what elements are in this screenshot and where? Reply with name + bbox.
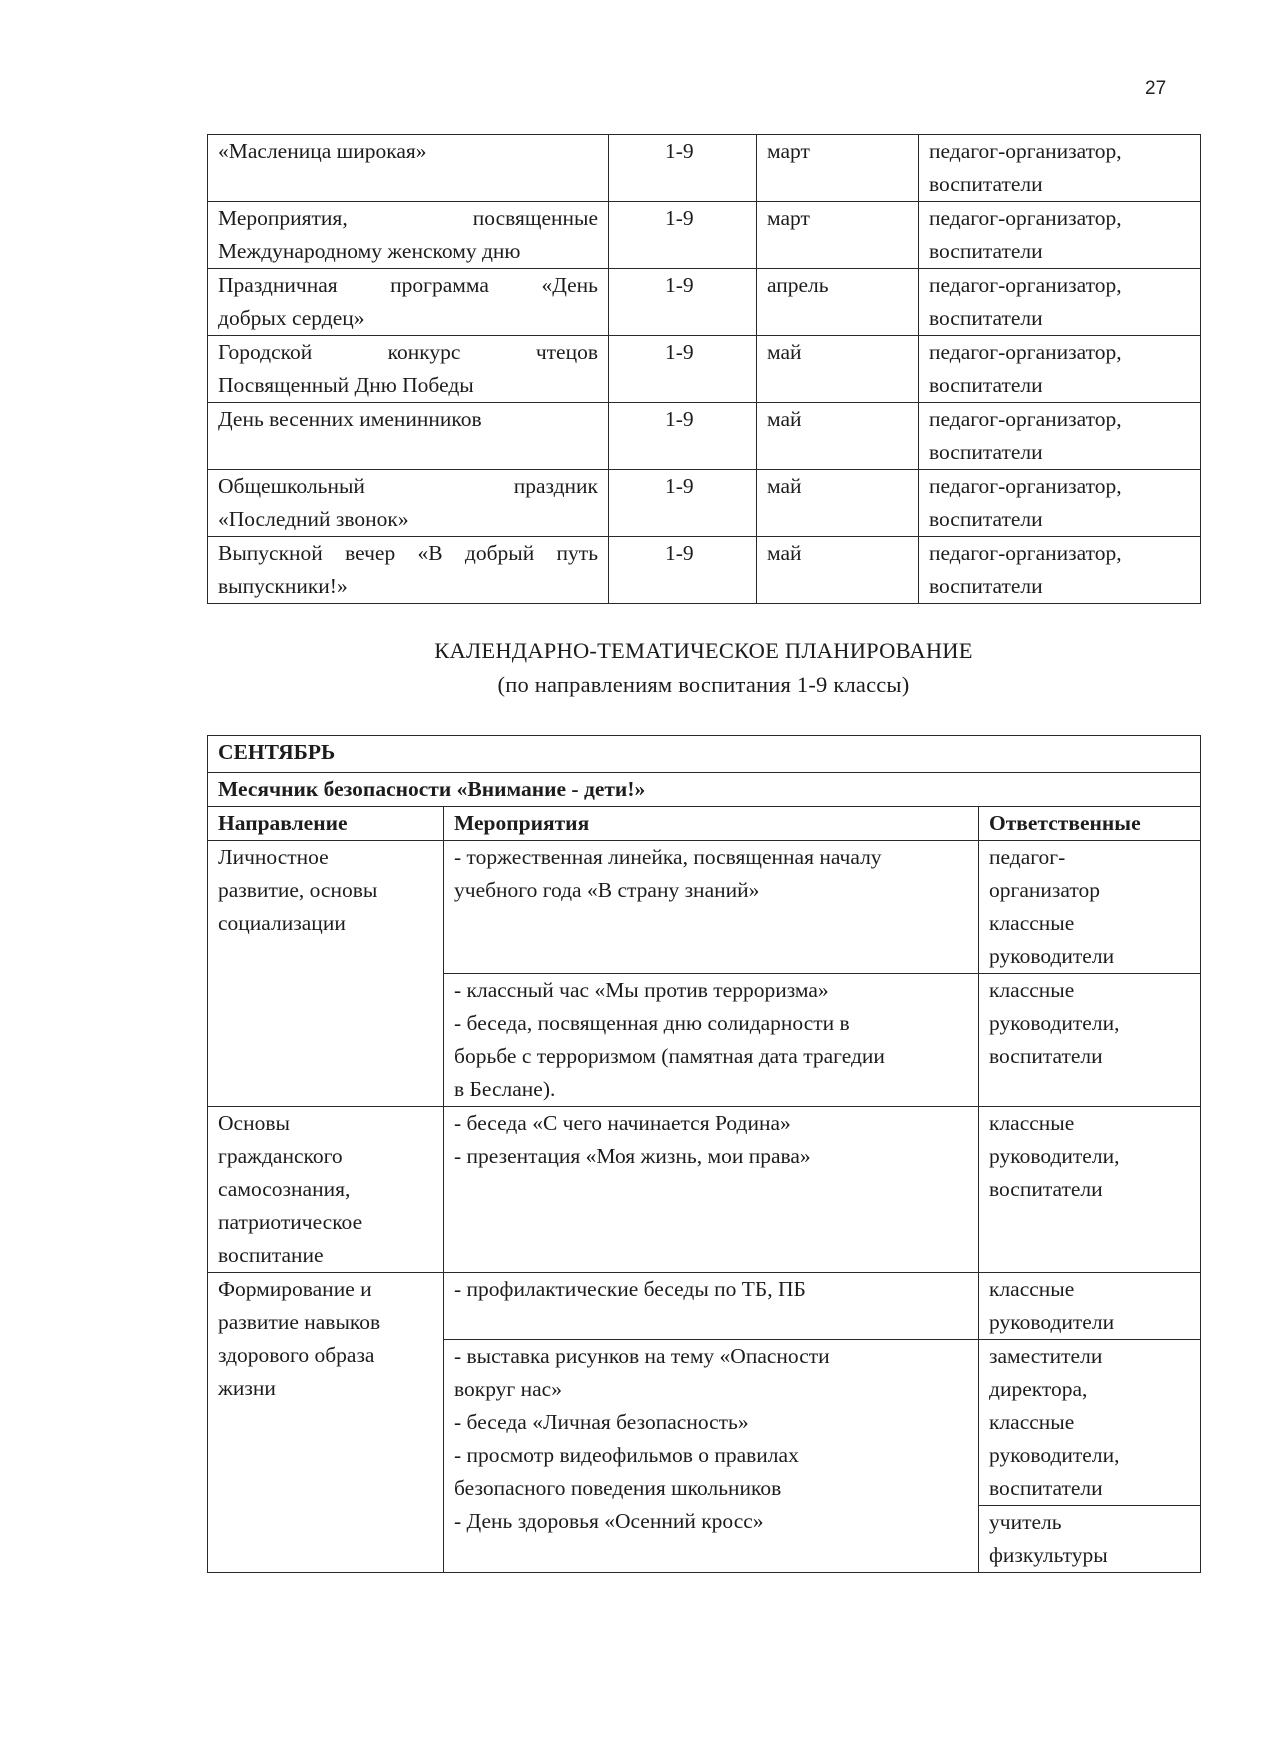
cell-line: - беседа «С чего начинается Родина»: [454, 1111, 791, 1135]
cell-line: директора,: [989, 1377, 1088, 1401]
cell-line: добрых сердец»: [218, 306, 365, 330]
cell-line: Личностное: [218, 845, 329, 869]
activity-cell: [444, 974, 979, 1107]
cell-line: безопасного поведения школьников: [454, 1476, 782, 1500]
plan-table-body: [208, 736, 1201, 1573]
activity-cell: [444, 1340, 979, 1573]
cell-line: борьбе с терроризмом (памятная дата трагедии: [454, 1044, 885, 1068]
cell-line: воспитатели: [929, 306, 1043, 330]
cell-line: учебного года «В страну знаний»: [454, 878, 760, 902]
responsible-main: [979, 841, 1200, 973]
cell-line: Выпускной вечер «В добрый путь: [218, 541, 598, 565]
plan-table: [207, 735, 1201, 1573]
event-month-cell: май: [757, 537, 919, 604]
cell-line: руководители,: [989, 1011, 1120, 1035]
cell-line: Формирование и: [218, 1277, 372, 1301]
cell-line: вокруг нас»: [454, 1377, 562, 1401]
cell-line: руководители: [989, 944, 1115, 968]
cell-line: в Беслане).: [454, 1077, 556, 1101]
theme-cell: Месячник безопасности «Внимание - дети!»: [208, 773, 1201, 807]
cell-line: воспитатели: [929, 507, 1043, 531]
direction-cell: [208, 1273, 444, 1573]
cell-line: - презентация «Моя жизнь, мои права»: [454, 1144, 811, 1168]
event-month-cell: март: [757, 135, 919, 202]
month-cell: СЕНТЯБРЬ: [208, 736, 1201, 773]
cell-line: Международному женскому дню: [218, 239, 521, 263]
event-responsible-cell: [919, 336, 1201, 403]
cell-line: воспитатели: [929, 172, 1043, 196]
cell-line: развитие навыков: [218, 1310, 381, 1334]
events-table-body: [208, 135, 1201, 604]
event-grades-cell: 1-9: [609, 336, 757, 403]
plan-row: [208, 1107, 1201, 1273]
header-row: [208, 807, 1201, 841]
cell-line: Городской конкурс чтецов: [218, 340, 598, 364]
plan-row: [208, 1273, 1201, 1340]
responsible-main: [979, 974, 1200, 1073]
event-row: [208, 202, 1201, 269]
event-month-cell: май: [757, 336, 919, 403]
plan-heading: [207, 634, 1200, 702]
responsible-main: [979, 1340, 1200, 1505]
event-responsible-cell: [919, 269, 1201, 336]
cell-line: Основы: [218, 1111, 290, 1135]
event-row: [208, 269, 1201, 336]
event-grades-cell: 1-9: [609, 403, 757, 470]
cell-line: классные: [989, 911, 1075, 935]
cell-line: педагог-организатор,: [929, 541, 1122, 565]
plan-title: КАЛЕНДАРНО-ТЕМАТИЧЕСКОЕ ПЛАНИРОВАНИЕ: [434, 638, 973, 663]
cell-line: патриотическое: [218, 1210, 363, 1234]
cell-line: физкультуры: [989, 1543, 1108, 1567]
event-grades-cell: 1-9: [609, 135, 757, 202]
event-row: [208, 403, 1201, 470]
event-grades-cell: 1-9: [609, 202, 757, 269]
activity-cell: [444, 1273, 979, 1340]
direction-cell: [208, 1107, 444, 1273]
responsible-cell: [979, 841, 1201, 974]
activity-cell: [444, 1107, 979, 1273]
cell-line: - просмотр видеофильмов о правилах: [454, 1443, 799, 1467]
cell-line: - День здоровья «Осенний кросс»: [454, 1509, 764, 1533]
header-activities: Мероприятия: [444, 807, 979, 841]
cell-line: педагог-организатор,: [929, 273, 1122, 297]
cell-line: классные: [989, 1277, 1075, 1301]
page-number: 27: [1145, 78, 1167, 99]
cell-line: Общешкольный праздник: [218, 474, 598, 498]
cell-line: - беседа «Личная безопасность»: [454, 1410, 749, 1434]
cell-line: здорового образа: [218, 1343, 375, 1367]
month-row: [208, 736, 1201, 773]
cell-line: педагог-организатор,: [929, 206, 1122, 230]
responsible-cell: [979, 974, 1201, 1107]
cell-line: организатор: [989, 878, 1100, 902]
cell-line: педагог-организатор,: [929, 474, 1122, 498]
event-responsible-cell: [919, 470, 1201, 537]
event-name-cell: [208, 470, 609, 537]
event-name-cell: [208, 336, 609, 403]
cell-line: педагог-организатор,: [929, 139, 1122, 163]
event-row: [208, 336, 1201, 403]
event-name-cell: [208, 269, 609, 336]
cell-line: - выставка рисунков на тему «Опасности: [454, 1344, 830, 1368]
cell-line: воспитатели: [989, 1044, 1103, 1068]
event-name-cell: [208, 403, 609, 470]
event-month-cell: апрель: [757, 269, 919, 336]
cell-line: воспитание: [218, 1243, 324, 1267]
plan-subtitle: (по направлениям воспитания 1-9 классы): [497, 672, 910, 697]
event-grades-cell: 1-9: [609, 470, 757, 537]
cell-line: жизни: [218, 1376, 276, 1400]
responsible-cell: [979, 1107, 1201, 1273]
cell-line: учитель: [989, 1510, 1062, 1534]
cell-line: воспитатели: [929, 373, 1043, 397]
cell-line: - торжественная линейка, посвященная началу: [454, 845, 882, 869]
event-name-cell: [208, 135, 609, 202]
event-month-cell: май: [757, 403, 919, 470]
cell-line: педагог-организатор,: [929, 407, 1122, 431]
cell-line: руководители,: [989, 1144, 1120, 1168]
cell-line: День весенних именинников: [218, 407, 482, 431]
cell-line: развитие, основы: [218, 878, 378, 902]
cell-line: воспитатели: [989, 1476, 1103, 1500]
event-responsible-cell: [919, 202, 1201, 269]
event-name-cell: [208, 202, 609, 269]
event-month-cell: март: [757, 202, 919, 269]
cell-line: гражданского: [218, 1144, 343, 1168]
cell-line: воспитатели: [989, 1177, 1103, 1201]
cell-line: воспитатели: [929, 239, 1043, 263]
theme-row: [208, 773, 1201, 807]
plan-row: [208, 841, 1201, 974]
cell-line: - профилактические беседы по ТБ, ПБ: [454, 1277, 806, 1301]
responsible-extra: [979, 1505, 1200, 1572]
cell-line: социализации: [218, 911, 346, 935]
activity-cell: [444, 841, 979, 974]
events-table: [207, 134, 1201, 604]
event-responsible-cell: [919, 537, 1201, 604]
event-grades-cell: 1-9: [609, 537, 757, 604]
cell-line: выпускники!»: [218, 574, 348, 598]
cell-line: - классный час «Мы против терроризма»: [454, 978, 829, 1002]
cell-line: педагог-: [989, 845, 1066, 869]
event-responsible-cell: [919, 403, 1201, 470]
event-month-cell: май: [757, 470, 919, 537]
responsible-main: [979, 1273, 1200, 1339]
responsible-main: [979, 1107, 1200, 1206]
direction-cell: [208, 841, 444, 1107]
cell-line: руководители,: [989, 1443, 1120, 1467]
cell-line: Мероприятия, посвященные: [218, 206, 598, 230]
responsible-cell: [979, 1340, 1201, 1573]
cell-line: самосознания,: [218, 1177, 351, 1201]
event-row: [208, 470, 1201, 537]
event-responsible-cell: [919, 135, 1201, 202]
responsible-cell: [979, 1273, 1201, 1340]
cell-line: - беседа, посвященная дню солидарности в: [454, 1011, 850, 1035]
header-responsible: Ответственные: [979, 807, 1201, 841]
cell-line: руководители: [989, 1310, 1115, 1334]
event-name-cell: [208, 537, 609, 604]
cell-line: классные: [989, 1111, 1075, 1135]
event-row: [208, 537, 1201, 604]
cell-line: Посвященный Дню Победы: [218, 373, 474, 397]
cell-line: «Масленица широкая»: [218, 139, 427, 163]
cell-line: воспитатели: [929, 574, 1043, 598]
event-grades-cell: 1-9: [609, 269, 757, 336]
cell-line: Праздничная программа «День: [218, 273, 598, 297]
cell-line: классные: [989, 978, 1075, 1002]
event-row: [208, 135, 1201, 202]
cell-line: педагог-организатор,: [929, 340, 1122, 364]
cell-line: воспитатели: [929, 440, 1043, 464]
header-direction: Направление: [208, 807, 444, 841]
cell-line: «Последний звонок»: [218, 507, 409, 531]
cell-line: заместители: [989, 1344, 1103, 1368]
cell-line: классные: [989, 1410, 1075, 1434]
